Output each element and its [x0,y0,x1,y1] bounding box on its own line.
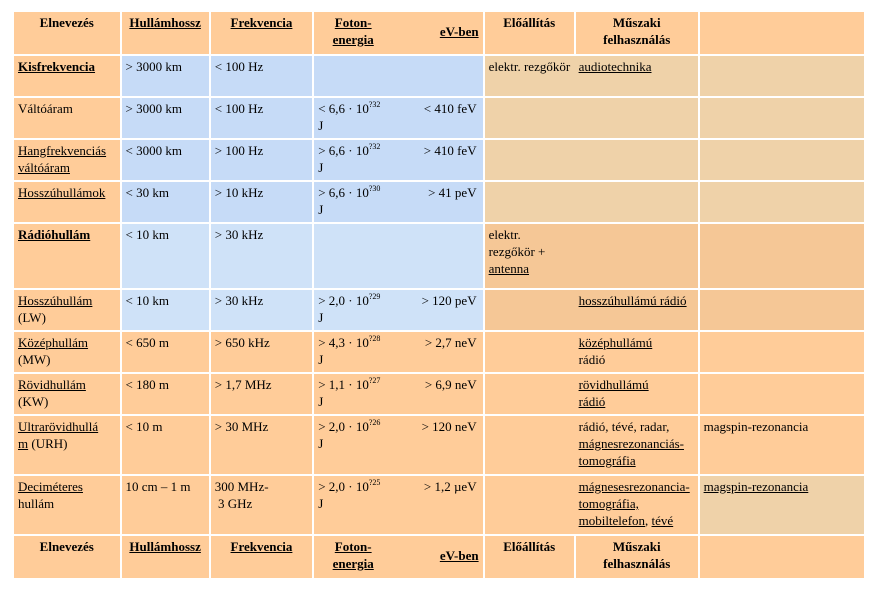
name-link[interactable]: Hosszúhullám [18,293,93,308]
row-production-tech [485,290,698,330]
row-extra [700,476,864,534]
row-energy: > $6,6 \cdot 10^{?30}$ J > 41 peV [314,182,482,222]
name-link[interactable]: Rövidhullám [18,377,86,392]
row-name: Középhullám (MW) [14,332,120,372]
row-extra [700,182,864,222]
header-production: Előállítás [485,536,574,578]
row-production-tech: mágnesesrezonancia-tomográfia, mobiltelefon, tévé [485,476,698,534]
tech-link[interactable]: rövidhullámú [578,377,649,392]
row-name: Deciméteres hullám [14,476,120,534]
tech-link[interactable]: hosszúhullámú rádió [578,293,687,308]
header-frequency[interactable]: Frekvencia [211,12,312,54]
row-energy: > $2,0 \cdot 10^{?26}$ J > 120 neV [314,416,482,474]
row-name: Ultrarövidhullá m (URH) [14,416,120,474]
row-extra [700,332,864,372]
header-wavelength[interactable]: Hullámhossz [122,536,209,578]
row-name: Váltóáram [14,98,120,138]
row-wavelength: < 3000 km [122,140,209,180]
row-frequency: > 10 kHz [211,182,312,222]
tech-link[interactable]: mágnesesrezonancia-tomográfia, [578,479,690,511]
row-energy: > $2,0 \cdot 10^{?25}$ J > 1,2 µeV [314,476,482,534]
header-photon-energy [314,536,482,578]
row-energy: < $6,6 \cdot 10^{?32}$ J < 410 feV [314,98,482,138]
row-extra [700,98,864,138]
row-frequency: > 650 kHz [211,332,312,372]
tech-link[interactable]: mágnesrezonanciás-tomográfia [578,436,684,468]
row-frequency: > 100 Hz [211,140,312,180]
table-row [14,416,864,474]
table-row [14,332,864,372]
row-energy [314,224,482,288]
row-production-tech [485,140,698,180]
header-technical-use: Műszaki felhasználás [576,536,698,578]
antenna-link[interactable]: antenna [488,261,530,276]
row-wavelength: < 10 km [122,290,209,330]
row-extra [700,374,864,414]
row-production-tech [485,374,698,414]
tech-link[interactable]: audiotechnika [578,59,652,74]
row-frequency: < 100 Hz [211,56,312,96]
row-production-tech: rádió, tévé, radar, mágnesrezonanciás-tomográfia [485,416,698,474]
tech-link[interactable]: középhullámú [578,335,653,350]
table-row [14,98,864,138]
row-frequency: > 1,7 MHz [211,374,312,414]
row-production-tech [485,98,698,138]
row-production-tech [485,224,698,288]
row-energy: > $2,0 \cdot 10^{?29}$ J > 120 peV [314,290,482,330]
header-row-bottom [14,536,864,578]
header-empty [700,536,864,578]
row-name[interactable]: Rádióhullám [14,224,120,288]
row-frequency: > 30 kHz [211,224,312,288]
row-extra [700,56,864,96]
row-extra [700,224,864,288]
row-wavelength: < 10 m [122,416,209,474]
row-frequency: 300 MHz- 3 GHz [211,476,312,534]
header-row-top [14,12,864,54]
header-technical-use: Műszaki felhasználás [576,12,698,54]
header-ev-link[interactable]: eV-ben [439,23,479,39]
table-row [14,140,864,180]
row-frequency: > 30 kHz [211,290,312,330]
row-wavelength: < 180 m [122,374,209,414]
header-production: Előállítás [485,12,574,54]
row-production-tech: középhullámú rádió [485,332,698,372]
row-extra [700,290,864,330]
row-wavelength: > 3000 km [122,98,209,138]
header-ev-link[interactable]: eV-ben [439,547,479,563]
electromagnetic-spectrum-table [12,10,866,580]
table-row [14,224,864,288]
row-extra [700,140,864,180]
row-production: elektr. rezgőkör + [488,227,546,259]
row-name[interactable]: Kisfrekvencia [14,56,120,96]
row-extra: magspin-rezonancia [700,416,864,474]
header-frequency[interactable]: Frekvencia [211,536,312,578]
table-row [14,182,864,222]
extra-link[interactable]: magspin-rezonancia [703,479,809,494]
row-name: Hosszúhullám (LW) [14,290,120,330]
row-production: elektr. rezgőkör [488,59,571,74]
header-photon-energy-link[interactable]: Foton-energia [332,15,374,47]
row-wavelength: > 3000 km [122,56,209,96]
row-energy: > $4,3 \cdot 10^{?28}$ J > 2,7 neV [314,332,482,372]
row-frequency: < 100 Hz [211,98,312,138]
row-production-tech [485,56,698,96]
row-energy: > $1,1 \cdot 10^{?27}$ J > 6,9 neV [314,374,482,414]
header-name: Elnevezés [14,536,120,578]
row-wavelength: 10 cm – 1 m [122,476,209,534]
row-wavelength: < 650 m [122,332,209,372]
row-name: Rövidhullám (KW) [14,374,120,414]
header-photon-energy [314,12,482,54]
header-name: Elnevezés [14,12,120,54]
tech-link[interactable]: mobiltelefon [578,513,646,528]
table-row [14,56,864,96]
row-name[interactable]: Hangfrekvenciás váltóáram [14,140,120,180]
row-wavelength: < 30 km [122,182,209,222]
header-photon-energy-link[interactable]: Foton-energia [332,539,374,571]
row-energy [314,56,482,96]
row-frequency: > 30 MHz [211,416,312,474]
row-production-tech [485,182,698,222]
header-empty [700,12,864,54]
table-row [14,290,864,330]
tech-link[interactable]: rádió [578,394,606,409]
name-link[interactable]: Középhullám [18,335,89,350]
tech-link[interactable]: tévé [651,513,674,528]
row-wavelength: < 10 km [122,224,209,288]
header-wavelength[interactable]: Hullámhossz [122,12,209,54]
row-energy: > $6,6 \cdot 10^{?32}$ J > 410 feV [314,140,482,180]
table-row [14,476,864,534]
row-name[interactable]: Hosszúhullámok [14,182,120,222]
table-row [14,374,864,414]
